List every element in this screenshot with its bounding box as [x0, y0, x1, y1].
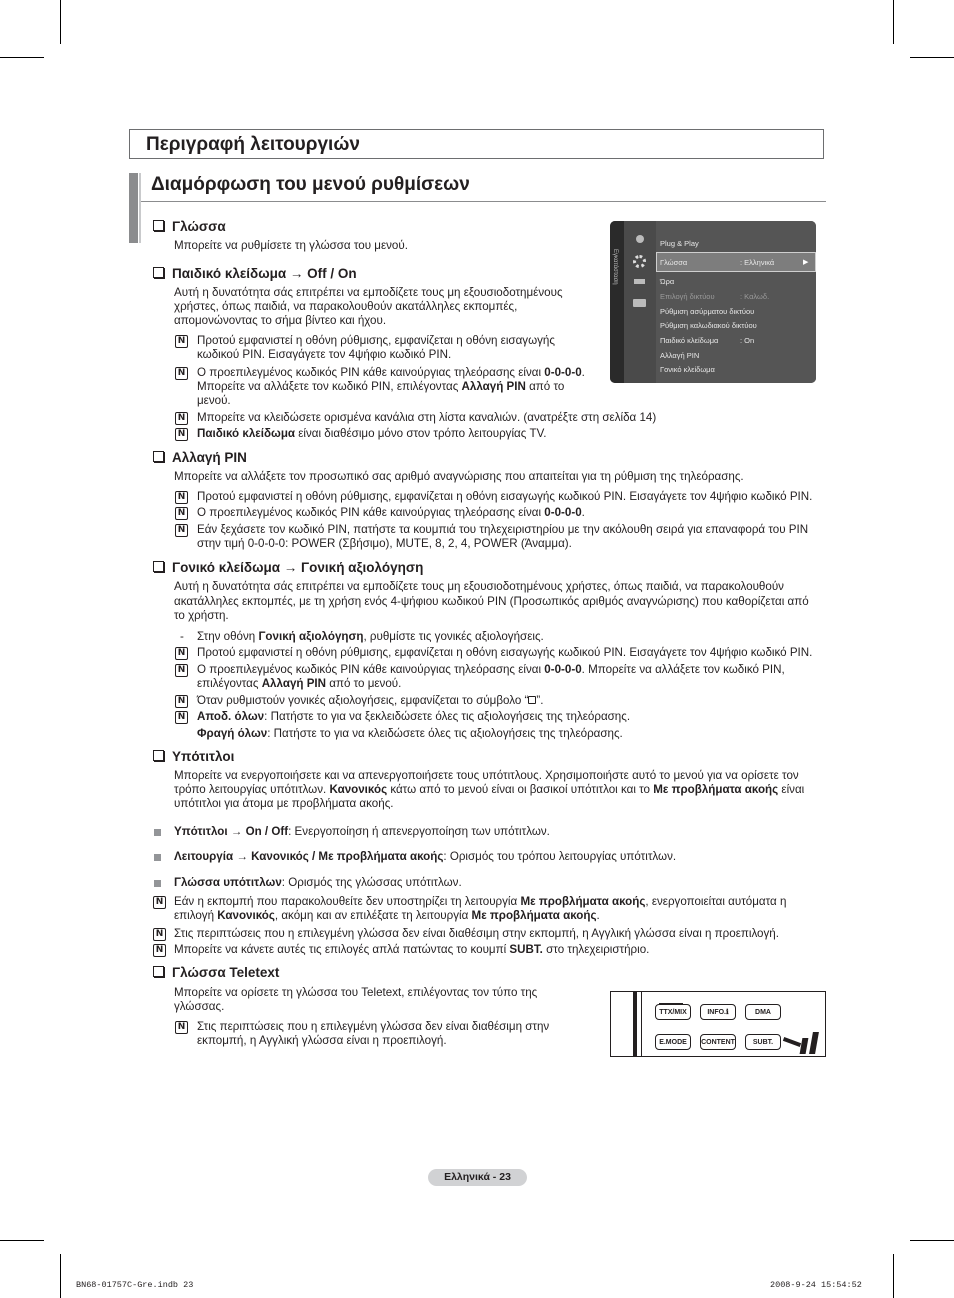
menu-item-value: : On [740, 336, 755, 345]
note [174, 909, 600, 924]
note-icon: N [175, 1021, 188, 1034]
note-text: επιλογή [174, 909, 218, 922]
note-text: : Πατήστε το για να ξεκλειδώσετε όλες τις αξιολογήσεις της τηλεόρασης. [264, 710, 631, 723]
note: στην τιμή 0-0-0-0: POWER (Σβήσιμο), MUTE, 8, 2, 4, POWER (Άναμμα). [197, 537, 572, 550]
section-bar-light [139, 173, 141, 243]
menu-item-label[interactable]: Επιλογή δικτύου [660, 292, 715, 301]
text-bold: Υπότιτλοι → On / Off [174, 825, 289, 838]
note-text: επιλέγοντας [197, 677, 262, 690]
note-icon: N [175, 711, 188, 724]
note-text: Όταν ρυθμιστούν γονικές αξιολογήσεις, εμφανίζεται το σύμβολο “ [197, 694, 529, 707]
section-rule [141, 201, 826, 202]
note-text: . [596, 909, 600, 922]
section-title: Διαμόρφωση του μενού ρυθμίσεων [151, 174, 470, 195]
note-text: . [581, 506, 585, 519]
text: : Ορισμός του τρόπου λειτουργίας υπότιτλων. [443, 850, 677, 863]
text: κάτω από το μενού είναι οι βασικοί υπότιτλοι και το [387, 783, 654, 796]
note [197, 427, 547, 442]
heading-subtitles [153, 749, 234, 764]
note [197, 710, 630, 725]
remote-edge [633, 992, 637, 1056]
text: τρόπο λειτουργίας υπότιτλων. [174, 783, 330, 796]
menu-icon-column [624, 221, 656, 383]
note-text: Μπορείτε να κάνετε αυτές τις επιλογές απλά πατώντας το κουμπί [174, 943, 510, 956]
note-bold: Με προβλήματα ακοής [471, 909, 597, 922]
ttx-mix-button[interactable]: TTX/MIX [655, 1004, 691, 1020]
note [174, 943, 649, 958]
heading-text: Γονικό κλείδωμα → Γονική αξιολόγηση [172, 560, 424, 575]
paragraph: υπότιτλοι για άτομα με προβλήματα ακοής. [174, 797, 394, 810]
note-text: ”. [536, 694, 544, 707]
paragraph: Μπορείτε να ορίσετε τη γλώσσα του Teletext, επιλέγοντας τον τύπο της [174, 986, 538, 999]
paragraph: ακατάλληλες εκπομπές, με τη χρήση ενός 4-ψήφιου κωδικού PIN (Προσωπικός αριθμός αναγνώρισης) που καθορίζεται από [174, 595, 809, 608]
note-bold: Γονική αξιολόγηση [258, 630, 364, 643]
bullet-square-icon [154, 880, 161, 887]
pointer-arrow-icon [809, 1032, 819, 1054]
menu-item-label[interactable]: Plug & Play [660, 239, 699, 248]
application-icon [633, 299, 646, 307]
note: Μπορείτε να κλειδώσετε ορισμένα κανάλια στη λίστα καναλιών. (ανατρέξτε στη σελίδα 14) [197, 411, 657, 424]
note-bold: Με προβλήματα ακοής [520, 895, 646, 908]
tv-setup-menu [610, 221, 816, 383]
crop-mark [0, 1240, 44, 1241]
e-mode-button[interactable]: E.MODE [655, 1034, 691, 1050]
text: είναι [778, 783, 805, 796]
menu-item-label[interactable]: Γλώσσα [660, 258, 688, 267]
note-text: : Πατήστε το για να κλειδώσετε όλες τις αξιολογήσεις της τηλεόρασης. [267, 727, 623, 740]
heading-text: Γλώσσα Teletext [172, 965, 280, 980]
bullet-square-icon [154, 854, 161, 861]
text-bold: Λειτουργία → Κανονικός / Με προβλήματα ακοής [174, 850, 444, 863]
lock-icon [528, 696, 536, 704]
bullet-item [174, 850, 676, 865]
note: Προτού εμφανιστεί η οθόνη ρύθμισης, εμφανίζεται η οθόνη εισαγωγής κωδικού PIN. Εισαγάγετε τον 4ψήφιο κωδικό PIN. [197, 490, 813, 503]
pointer-arrow-icon [800, 1038, 809, 1054]
note-text: , ακόμη και αν επιλέξατε τη λειτουργία [274, 909, 472, 922]
menu-item-label[interactable]: Ώρα [660, 277, 675, 286]
text: : Ορισμός της γλώσσας υπότιτλων. [281, 876, 462, 889]
text-bold: Κανονικός [329, 783, 388, 796]
note [197, 630, 544, 645]
note-bold: Αποδ. όλων [197, 710, 265, 723]
menu-side-strip [610, 221, 624, 383]
gear-icon [633, 255, 646, 268]
dash-bullet: - [180, 630, 184, 643]
teletext-icon [659, 995, 683, 1004]
menu-item-label[interactable]: Γονικό κλείδωμα [660, 365, 715, 374]
note: Εάν ξεχάσετε τον κωδικό PIN, πατήστε τα κουμπιά του τηλεχειριστηρίου με την ακόλουθη σειρά για επαναφορά του PIN [197, 523, 809, 536]
heading-child-lock [153, 266, 357, 281]
text-bold: Γλώσσα υπότιτλων [174, 876, 282, 889]
paragraph: Μπορείτε να ρυθμίσετε τη γλώσσα του μενού. [174, 239, 408, 252]
paragraph: Αυτή η δυνατότητα σάς επιτρέπει να εμποδίζετε τους μη εξουσιοδοτημένους χρήστες, όπως παιδιά, να παρακολουθούν [174, 580, 784, 593]
dma-button[interactable]: DMA [745, 1004, 781, 1020]
arrow-right-icon: ▶ [803, 259, 809, 266]
note-text: Στην οθόνη [197, 630, 259, 643]
note-icon: N [175, 647, 188, 660]
note-bold: Παιδικό κλείδωμα [197, 427, 296, 440]
content-button[interactable]: CONTENT [700, 1034, 736, 1050]
paragraph: Μπορείτε να αλλάξετε τον προσωπικό σας αριθμό αναγνώρισης που απαιτείται για τη ρύθμιση της τηλεόρασης. [174, 470, 744, 483]
note [197, 506, 585, 521]
note-text: από το [525, 380, 565, 393]
menu-items [656, 221, 816, 383]
crop-mark [60, 0, 61, 44]
note-icon: N [175, 695, 188, 708]
heading-text: Αλλαγή PIN [172, 450, 247, 465]
note-bold: Κανονικός [217, 909, 275, 922]
menu-item-label[interactable]: Παιδικό κλείδωμα [660, 336, 719, 345]
heading-teletext [153, 965, 279, 980]
crop-mark [0, 57, 44, 58]
section-bar [129, 173, 138, 243]
crop-mark [60, 1254, 61, 1298]
note: εκπομπή, η Αγγλική γλώσσα είναι η προεπιλογή. [197, 1034, 447, 1047]
note [197, 366, 585, 381]
note: Στις περιπτώσεις που η επιλεγμένη γλώσσα δεν είναι διαθέσιμη στην [197, 1020, 550, 1033]
note-text: , ρυθμίστε τις γονικές αξιολογήσεις. [363, 630, 544, 643]
bullet-item [174, 876, 462, 891]
note-bold: 0-0-0-0 [544, 663, 582, 676]
note-bold: Φραγή όλων [197, 727, 268, 740]
note-text: είναι διαθέσιμο μόνο στον τρόπο λειτουργίας TV. [295, 427, 547, 440]
page-title: Περιγραφή λειτουργιών [129, 129, 824, 159]
note-icon: N [175, 412, 188, 425]
note: μενού. [197, 394, 231, 407]
note-bold: Αλλαγή PIN [461, 380, 526, 393]
text: : Ενεργοποίηση ή απενεργοποίηση των υπότιτλων. [288, 825, 550, 838]
subt-button[interactable]: SUBT. [745, 1034, 781, 1050]
note-text: Μπορείτε να αλλάξετε τον κωδικό PIN, επιλέγοντας [197, 380, 462, 393]
note-text: Ο προεπιλεγμένος κωδικός PIN κάθε καινούργιας τηλεόρασης είναι [197, 506, 545, 519]
note-icon: N [175, 524, 188, 537]
checkbox-icon [153, 966, 164, 977]
note-icon: N [153, 944, 166, 957]
menu-item-label[interactable]: Αλλαγή PIN [660, 351, 700, 360]
note-icon: N [153, 928, 166, 941]
note-text: στο τηλεχειριστήριο. [542, 943, 650, 956]
note: Προτού εμφανιστεί η οθόνη ρύθμισης, εμφανίζεται η οθόνη εισαγωγής κωδικού PIN. Εισαγάγετε τον 4ψήφιο κωδικό PIN. [197, 646, 813, 659]
page-number: Ελληνικά - 23 [428, 1169, 527, 1186]
menu-item-value: : Καλωδ. [740, 292, 770, 301]
note-text: Ο προεπιλεγμένος κωδικός PIN κάθε καινούργιας τηλεόρασης είναι [197, 366, 545, 379]
print-timestamp: 2008-9-24 15:54:52 [770, 1280, 862, 1290]
paragraph: απομονώνοντας το σήμα βίντεο και ήχου. [174, 314, 387, 327]
heading-text: Παιδικό κλείδωμα → Off / On [172, 266, 357, 281]
crop-mark [910, 57, 954, 58]
note-text: από το μενού. [326, 677, 402, 690]
note-text: Εάν η εκπομπή που παρακολουθείτε δεν υποστηρίζει τη λειτουργία [174, 895, 521, 908]
note-icon: N [175, 664, 188, 677]
note [197, 663, 785, 678]
note: Στις περιπτώσεις που η επιλεγμένη γλώσσα δεν είναι διαθέσιμη στην εκπομπή, η Αγγλική γλώσσα είναι η προεπιλογή. [174, 927, 779, 940]
note-icon: N [175, 335, 188, 348]
checkbox-icon [153, 561, 164, 572]
menu-side-label: Εγκατάσταση [612, 249, 618, 285]
input-icon [634, 279, 645, 284]
note-text: Ο προεπιλεγμένος κωδικός PIN κάθε καινούργιας τηλεόρασης είναι [197, 663, 545, 676]
note-text: , ενεργοποιείται αυτόματα η [645, 895, 787, 908]
paragraph: Αυτή η δυνατότητα σάς επιτρέπει να εμποδίζετε τους μη εξουσιοδοτημένους [174, 286, 563, 299]
crop-mark [893, 1254, 894, 1298]
note-icon: N [175, 428, 188, 441]
note-bold: SUBT. [509, 943, 543, 956]
bullet-item [174, 825, 550, 840]
paragraph: χρήστες, όπως παιδιά, να παρακολουθούν ακατάλληλες εκπομπές, [174, 300, 518, 313]
paragraph: γλώσσας. [174, 1000, 225, 1013]
remote-control-illustration [610, 991, 826, 1057]
paragraph [174, 783, 804, 798]
text-bold: Με προβλήματα ακοής [653, 783, 779, 796]
heading-parental-lock [153, 560, 423, 575]
note-icon: N [175, 367, 188, 380]
picture-icon [636, 235, 644, 243]
menu-item-value: : Ελληνικά [740, 258, 775, 267]
note: Προτού εμφανιστεί η οθόνη ρύθμισης, εμφανίζεται η οθόνη εισαγωγής [197, 334, 555, 347]
note [197, 694, 544, 709]
note: κωδικού PIN. Εισαγάγετε τον 4ψήφιο κωδικό PIN. [197, 348, 452, 361]
pointer-arrow-icon [783, 1037, 801, 1047]
note-icon: N [175, 491, 188, 504]
remote-edge [641, 992, 642, 1056]
info-button[interactable]: INFO.ℹ [700, 1004, 736, 1020]
paragraph: Μπορείτε να ενεργοποιήσετε και να απενεργοποιήσετε τους υπότιτλους. Χρησιμοποιήστε αυτό το μενού για να ορίσετε τον [174, 769, 799, 782]
checkbox-icon [153, 750, 164, 761]
note-bold: 0-0-0-0 [544, 506, 582, 519]
checkbox-icon [153, 220, 164, 231]
checkbox-icon [153, 267, 164, 278]
checkbox-icon [153, 451, 164, 462]
note-text: . Μπορείτε να αλλάξετε τον κωδικό PIN, [581, 663, 785, 676]
paragraph: το χρήστη. [174, 609, 229, 622]
menu-item-label[interactable]: Ρύθμιση καλωδιακού δικτύου [660, 321, 757, 330]
menu-item-label[interactable]: Ρύθμιση ασύρματου δικτύου [660, 307, 755, 316]
note-icon: N [153, 896, 166, 909]
file-name: BN68-01757C-Gre.indb 23 [76, 1280, 194, 1290]
heading-text: Υπότιτλοι [172, 749, 235, 764]
note [197, 727, 623, 742]
note-bold: 0-0-0-0 [544, 366, 582, 379]
note-text: . [581, 366, 585, 379]
note-bold: Αλλαγή PIN [261, 677, 327, 690]
note [174, 895, 786, 910]
heading-text: Γλώσσα [172, 219, 226, 234]
crop-mark [910, 1240, 954, 1241]
heading-change-pin [153, 450, 247, 465]
crop-mark [893, 0, 894, 44]
heading-language [153, 219, 226, 234]
note [197, 677, 401, 692]
note-icon: N [175, 507, 188, 520]
note [197, 380, 564, 395]
bullet-square-icon [154, 829, 161, 836]
